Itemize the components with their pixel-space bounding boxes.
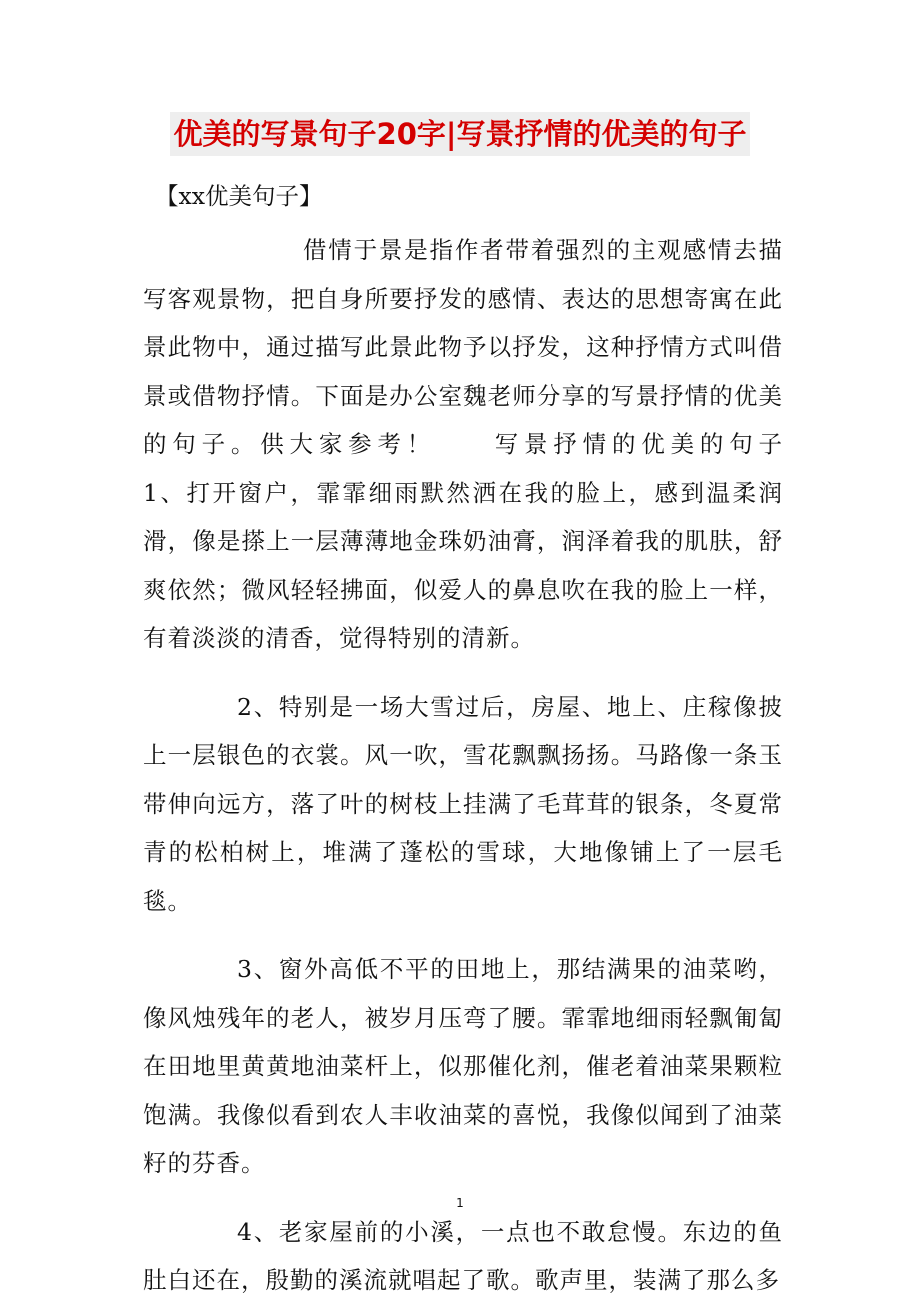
paragraph-3: 3、窗外高低不平的田地上，那结满果的油菜哟，像风烛残年的老人，被岁月压弯了腰。霏霏地细雨轻飘匍匐在田地里黄黄地油菜杆上，似那催化剂，催老着油菜果颗粒饱满。我像似看到农人丰收油菜的喜悦，我像似闻到了油菜籽的芬香。 bbox=[143, 955, 783, 1177]
paragraph-gap bbox=[143, 663, 783, 683]
section-label: 【xx优美句子】 bbox=[155, 182, 323, 210]
paragraph-gap bbox=[143, 925, 783, 945]
paragraph-intro: 借情于景是指作者带着强烈的主观感情去描写客观景物，把自身所要抒发的感情、表达的思想寄寓在此景此物中，通过描写此景此物予以抒发，这种抒情方式叫借景或借物抒情。下面是办公室魏老师分享的写景抒情的优美的句子。供大家参考！ 写景抒情的优美的句子 1、打开窗户，霏霏细雨默然洒在我的脸上，感到温柔润滑，像是搽上一层薄薄地金珠奶油膏，润泽着我的肌肤，舒爽依然；微风轻轻拂面，似爱人的鼻息吹在我的脸上一样，有着淡淡的清香，觉得特别的清新。 bbox=[143, 236, 857, 652]
title-container bbox=[0, 112, 920, 156]
paragraph-2: 2、特别是一场大雪过后，房屋、地上、庄稼像披上一层银色的衣裳。风一吹，雪花飘飘扬扬。马路像一条玉带伸向远方，落了叶的树枝上挂满了毛茸茸的银条，冬夏常青的松柏树上，堆满了蓬松的雪球，大地像铺上了一层毛毯。 bbox=[143, 692, 783, 915]
paragraph-4: 4、老家屋前的小溪，一点也不敢怠慢。东边的鱼肚白还在，殷勤的溪流就唱起了歌。歌声里，装满了那么多 bbox=[143, 1217, 783, 1294]
document-title: 优美的写景句子20字|写景抒情的优美的句子 bbox=[170, 112, 751, 156]
page-number: 1 bbox=[456, 1196, 464, 1210]
body-text bbox=[143, 226, 857, 1305]
